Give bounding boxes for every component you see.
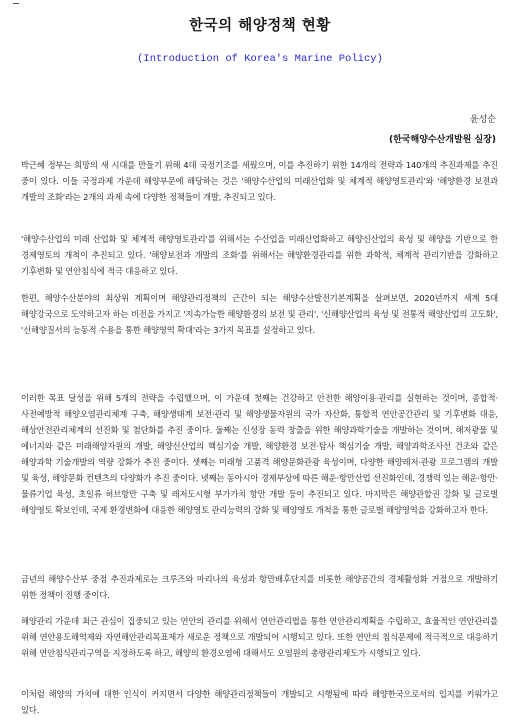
page-title: 한국의 해양정책 현황 [189, 18, 331, 34]
body-paragraph-3: 한편, 해양수산분야의 최상위 계획이며 해양관리정책의 근간이 되는 해양수산발전기본계획을 살펴보면, 2020년까지 세계 5대 해양강국으로 도약하고자 하는 비전을 가지고 '지속가능한 해양환경의 보전 및 관리', '신해양산업의 육성 및 전통적 해양산업의 고도화', '신해양질서의 능동적 수용을 통한 해양영역 확대'라는 3가지 목표를 설정하고 있다. [21, 293, 498, 335]
body-paragraph-6: 해양관리 가운데 최근 관심이 집중되고 있는 연안의 관리를 위해서 연안관리법을 통한 연안관리계획을 수립하고, 효율적인 연안관리를 위해 연안용도해역제와 자연해안관리목표제가 새로운 정책으로 개발되어 시행되고 있다. 또한 연안의 침식문제에 적극적으로 대응하기 위해 연안침식관리구역을 지정하도록 하고, 해양의 환경오염에 대해서도 오염원의 총량관리제도가 시행되고 있다. [21, 616, 498, 658]
author-affiliation: (한국해양수산개발원 실장) [389, 135, 496, 145]
body-paragraph-2: '해양수산업의 미래 산업화 및 체계적 해양영토관리'를 위해서는 수산업을 미래산업화하고 해양신산업의 육성 및 해양을 기반으로 한 경제영토의 개척이 추진되고 있다. '해양보전과 개발의 조화'를 위해서는 해양환경관리를 위한 과학적, 체계적 관리기반을 강화하고 기후변화 및 연안침식에 적극 대응하고 있다. [21, 234, 498, 276]
page-subtitle: (Introduction of Korea's Marine Policy) [137, 53, 383, 65]
body-paragraph-7: 이처럼 해양의 가치에 대한 인식이 커지면서 다양한 해양관리정책들이 개발되고 시행됨에 따라 해양한국으로서의 입지를 키워가고 있다. [21, 689, 498, 715]
body-paragraph-5: 금년의 해양수산부 중점 추진과제로는 크루즈와 마리나의 육성과 항만배후단지를 비롯한 해양공간의 경제활성화 거점으로 개발하기 위한 정책이 진행 중이다. [21, 574, 498, 600]
body-paragraph-4: 이러한 목표 달성을 위해 5개의 전략을 수립했으며, 이 가운데 첫째는 건강하고 안전한 해양이용·관리를 실현하는 것이며, 종합적·사전예방적 해양오염관리체계 구축, 해양생태계 보전·관리 및 해양생물자원의 국가 자산화, 통합적 연안공간관리 및 기후변화 대응, 해상안전관리체계의 선진화 및 첨단화를 추진 중이다. 둘째는 신성장 동력 창출을 위한 해양과학기술을 개발하는 것이며, 해저광물 및 에너지와 같은 미래해양자원의 개발, 해양신산업의 핵심기술 개발, 해양환경 보전·탐사 핵심기술 개발, 해양과학조사선 건조와 같은 해양과학 기술개발의 역량 강화가 추진 중이다. 셋째는 미래형 고품격 해양문화관광 육성이며, 다양한 해양레저·관광 프로그램의 개발 및 육성, 해양문화 컨텐츠의 다양화가 추진 중이다. 넷째는 동아시아 경제부상에 따른 해운·항만산업 선진화인데, 경쟁력 있는 해운·항만·물류기업 육성, 초일류 허브항만 구축 및 레저도시형 부가가치 항만 개발 등이 추진되고 있다. 마지막은 해양관할권 강화 및 글로벌 해양영토 확보인데, 국제 환경변화에 대응한 해양영토 관리능력의 강화 및 해양영토 개척을 통한 글로벌 해양영역을 강화하고자 한다. [21, 393, 498, 515]
author-name: 윤성순 [469, 115, 496, 125]
page-corner-mark [13, 3, 19, 4]
body-paragraph-1: 박근혜 정부는 희망의 새 시대를 만들기 위해 4대 국정기조를 세웠으며, 이를 추진하기 위한 14개의 전략과 140개의 추진과제를 추진 중이 있다. 이들 국정과제 가운데 해양부문에 해당하는 것은 '해양수산업의 미래산업화 및 체계적 해양영토관리'와 '해양환경 보전과 개발의 조화'라는 2개의 과제 속에 다양한 정책들이 개발, 추진되고 있다. [21, 160, 498, 202]
